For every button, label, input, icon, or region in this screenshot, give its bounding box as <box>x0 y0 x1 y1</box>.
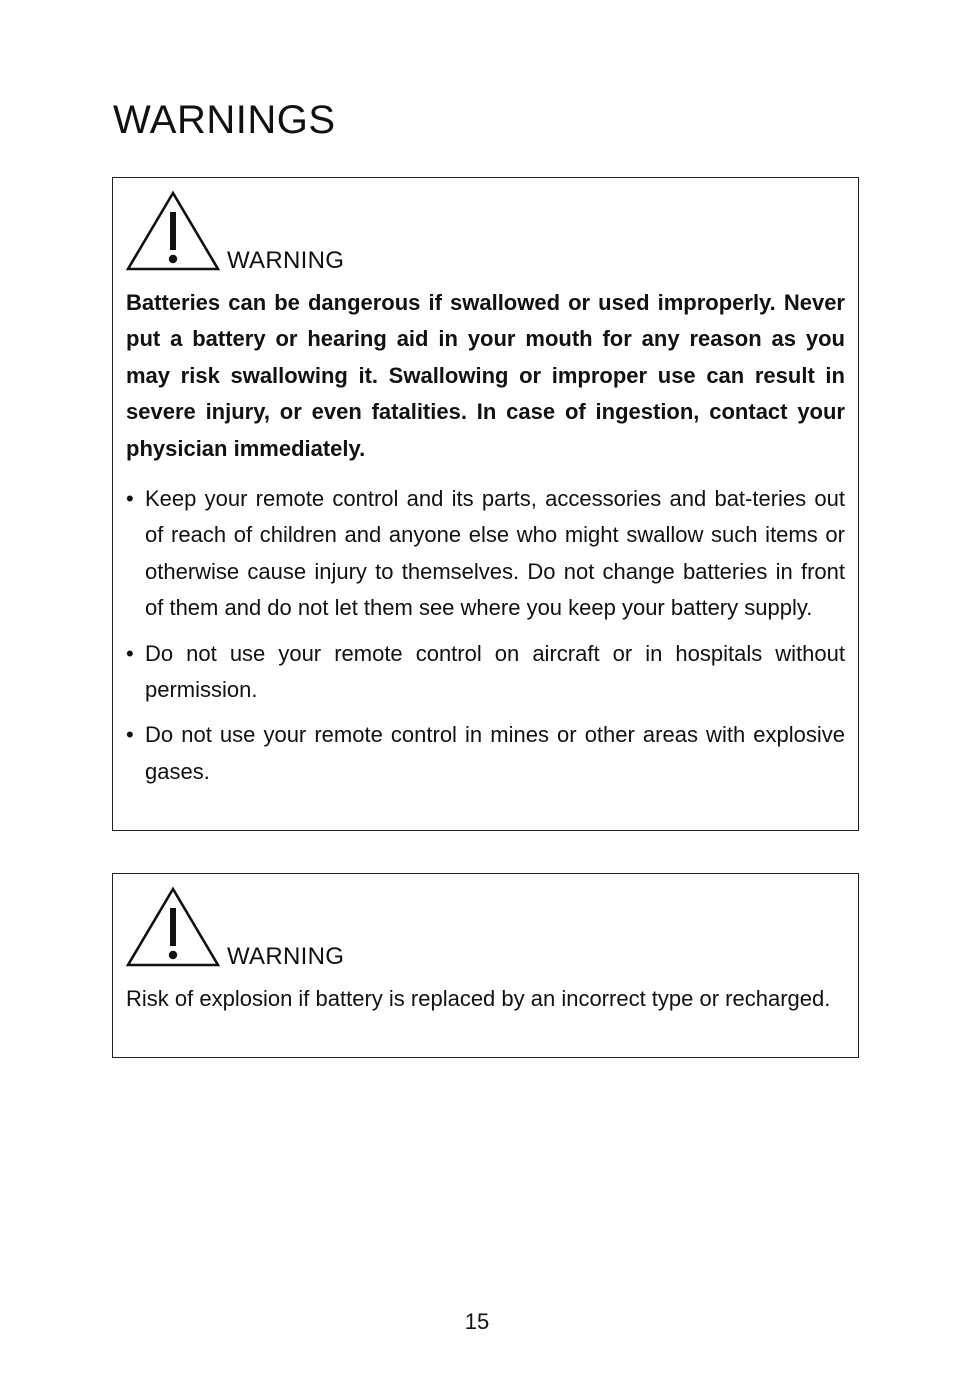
warning-header <box>126 886 526 972</box>
warning-triangle-icon <box>126 190 220 272</box>
bullet-icon: • <box>126 640 134 666</box>
warning-box-batteries <box>112 177 859 831</box>
bullet-text: Keep your remote control and its parts, accessories and bat-teries out of reach of children and anyone else who might swallow such items or otherwise cause injury to themselves. Do not change batteries in front of them and do not let them see where you keep your battery supply. <box>145 486 845 621</box>
list-item <box>126 717 845 790</box>
warning-box-explosion <box>112 873 859 1058</box>
warning-body <box>126 981 845 1017</box>
bullet-text: Do not use your remote control in mines or other areas with explosive gases. <box>145 722 845 784</box>
page-number: 15 <box>464 1309 490 1334</box>
warning-header <box>126 190 526 276</box>
page-title: WARNINGS <box>113 98 336 142</box>
list-item <box>126 636 845 709</box>
bullet-text: Do not use your remote control on aircraft or in hospitals without permission. <box>145 640 845 703</box>
warning-triangle-icon <box>126 886 220 968</box>
warning-label: WARNING <box>227 943 345 970</box>
warning-body <box>126 285 845 799</box>
warning-text: Risk of explosion if battery is replaced by an incorrect type or recharged. <box>126 986 831 1011</box>
warning-label: WARNING <box>227 247 345 274</box>
warning-bold-text: Batteries can be dangerous if swallowed or used improperly. Never put a battery or hearing aid in your mouth for any reason as you may risk swallowing it. Swallowing or improper use can result in severe injury, or even fatalities. In case of ingestion, contact your physician immediately. <box>126 290 845 461</box>
warning-bullet-list <box>126 481 845 790</box>
bullet-icon: • <box>126 722 134 748</box>
list-item <box>126 481 845 627</box>
bullet-icon: • <box>126 486 134 512</box>
